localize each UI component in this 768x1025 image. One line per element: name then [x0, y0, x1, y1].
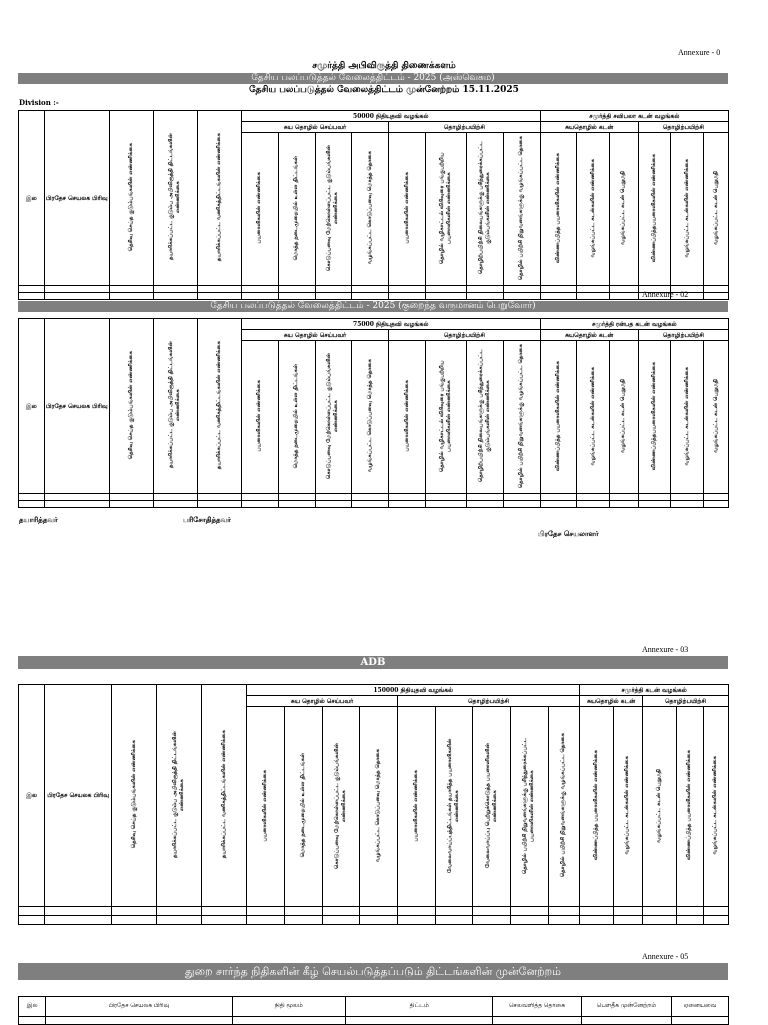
- table-row: [19, 907, 729, 916]
- header-col: தொழில் பயிற்சி நிறுவனங்களுக்கு வழங்கப்பட்ட தொகை: [560, 733, 567, 878]
- header-physical-progress: பௌதீக முன்னேற்றம்: [581, 997, 671, 1017]
- header-col: வழங்கப்பட்ட கடன் பெறுமதி: [712, 379, 719, 453]
- header-loan-employment: தொழிற்பயிற்சி: [638, 330, 728, 341]
- header-col: வழங்கப்பட்ட கடன்களின் எண்ணிக்கை: [683, 366, 690, 466]
- header-col: வழங்கப்பட்ட கடன்களின் எண்ணிக்கை: [589, 366, 596, 466]
- header-division: பிரதேச செயலக பிரிவு: [44, 319, 109, 494]
- header-col: வழங்கப்பட்ட கடன் பெறுமதி: [620, 379, 627, 453]
- divisional-secretary-label: பிரதேச செயலாளர்: [538, 529, 599, 538]
- annexure-05-table: [18, 996, 729, 1025]
- division-label: Division :-: [19, 98, 59, 107]
- header-col: பயனாளிகளின் எண்ணிக்கை: [256, 172, 263, 244]
- header-loan-self: சுயதொழில் கடன்: [580, 696, 643, 707]
- annexure-label: Annexure - 02: [642, 290, 689, 299]
- header-col: மொத்த நடைமுறையில் உள்ள திட்டங்கள்: [293, 363, 300, 469]
- checked-by-label: பரிசோதித்தவர்: [183, 515, 231, 524]
- header-loan-employment: தொழிற்பயிற்சி: [638, 122, 728, 133]
- header-no: இல: [19, 111, 45, 286]
- table-row: [19, 286, 729, 293]
- header-col: வழங்கப்பட்ட கடன்களின் எண்ணிக்கை: [712, 756, 719, 855]
- header-col: மொத்த நடைமுறையில் உள்ள திட்டங்கள்: [299, 753, 306, 858]
- header-col: கொடுப்பனவு மேற்கொள்ளப்பட்ட குடும்பங்களின் எண்ணிக்கை: [326, 353, 340, 479]
- header-loan-self: சுயதொழில் கடன்: [540, 330, 638, 341]
- header-col: வழங்கப்பட்ட கடன் பெறுமதி: [712, 171, 719, 245]
- header-col: வழங்கப்பட்ட கடன் பெறுமதி: [620, 171, 627, 245]
- header-loan: சமுர்த்தி ரன்பத கடன் வழங்கல்: [540, 319, 728, 330]
- header-self-employed: சுய தொழில் செய்பவர்: [241, 122, 388, 133]
- annexure-0-table: [18, 110, 729, 300]
- header-col: கொடுப்பனவு மேற்கொள்ளப்பட்ட குடும்பங்களின் எண்ணிக்கை: [326, 145, 340, 271]
- header-col: வழங்கப்பட்ட கடன்களின் எண்ணிக்கை: [589, 158, 596, 258]
- header-col: தயாரிக்கப்பட்ட குடும்ப அபிவிருத்தி திட்டங்களின் எண்ணிக்கை: [168, 341, 182, 469]
- header-self-employed: சுய தொழில் செய்பவர்: [241, 330, 388, 341]
- header-col: வேலைவாய்ப்புத்திட்டங்கள் தயாரித்த பயனாளிகளின் எண்ணிக்கை: [447, 738, 460, 873]
- header-col: தயாரிக்கப்பட்ட வணிகத்திட்டங்களின் எண்ணிக்கை: [215, 132, 222, 262]
- header-col: வேலைவாய்ப்பு பெற்றுக்கொடுத்த பயனாளிகளின் எண்ணிக்கை: [484, 743, 498, 868]
- header-others: ஏனையவை: [672, 997, 729, 1017]
- section-bar: ADB: [18, 656, 728, 669]
- header-col: பயனாளிகளின் எண்ணிக்கை: [256, 380, 263, 452]
- header-loan: சமுர்த்தி கடன் வழங்கல்: [580, 685, 729, 696]
- header-col: பயனாளிகளின் எண்ணிக்கை: [403, 172, 410, 244]
- header-division: பிரதேச செயலக பிரிவு: [45, 685, 112, 907]
- table-row: [19, 293, 729, 300]
- header-col: தொழில் வழிகாட்டல் விரிவுரை பங்குபற்றிய பயனாளிகளின் எண்ணிக்கை: [438, 360, 452, 472]
- annexure-label: Annexure - 03: [642, 645, 689, 654]
- table-row: [19, 494, 729, 501]
- header-no: இல: [19, 319, 45, 494]
- header-self-employed: சுய தொழில் செய்பவர்: [247, 696, 398, 707]
- header-col: வழங்கப்பட்ட கடன்களின் எண்ணிக்கை: [624, 756, 631, 855]
- header-col: தொழில் பயிற்சி நிறுவனங்களுக்கு வழங்கப்பட்ட தொகை: [518, 343, 525, 489]
- header-col: தொழிற்பயிற்சி நிலையங்களுக்கு பரிந்துரைக்கப்பட்ட குடும்பங்களின் எண்ணிக்கை: [477, 349, 491, 483]
- header-col: வழங்கப்பட்ட கொடுப்பனவு மொத்த தொகை: [375, 748, 382, 863]
- header-loan: சமுர்த்தி சவிபலா கடன் வழங்கல்: [540, 111, 728, 122]
- header-col: வழங்கப்பட்ட கடன் பெறுமதி: [655, 768, 662, 843]
- progress-subtitle: தேசிய பலப்படுத்தல் வேலைத்திட்டம் முன்னேற்றம் 15.11.2025: [249, 85, 519, 95]
- header-col: தயாரிக்கப்பட்ட வணிகத்திட்டங்களின் எண்ணிக்கை: [220, 730, 227, 859]
- header-grant: 150000 நிதியுதவி வழங்கல்: [247, 685, 580, 696]
- header-col: தொழில் பயிற்சி நிறுவனங்களுக்கு பரிந்துரைக்கப்பட்ட பயனாளிகளின் எண்ணிக்கை: [522, 737, 536, 874]
- header-division: பிரதேச செயலக பிரிவு: [46, 997, 232, 1017]
- header-loan-employment: தொழிற்பயிற்சி: [643, 696, 729, 707]
- table-row: [19, 916, 729, 925]
- header-no: இல: [19, 685, 45, 907]
- header-col: தெரிவு செய்த குடும்பங்களின் எண்ணிக்கை: [128, 142, 134, 252]
- header-grant: 50000 நிதியுதவி வழங்கல்: [241, 111, 540, 122]
- prepared-by-label: தயாரித்தவர்: [19, 515, 58, 524]
- header-col: பயனாளிகளின் எண்ணிக்கை: [403, 380, 410, 452]
- header-col: தொழில் பயிற்சி நிறுவனங்களுக்கு வழங்கப்பட்ட தொகை: [518, 135, 525, 281]
- header-col: பயனாளிகளின் எண்ணிக்கை: [262, 769, 269, 842]
- header-col: விண்ணப்பித்த பயனாளிகளின் எண்ணிக்கை: [555, 152, 562, 264]
- header-spent-amount: செலவளித்த தொகை: [493, 997, 581, 1017]
- header-col: விண்ணப்பித்த பயனாளிகளின் எண்ணிக்கை: [555, 360, 562, 472]
- header-col: தயாரிக்கப்பட்ட குடும்ப அபிவிருத்தி திட்டங்களின் எண்ணிக்கை: [172, 731, 186, 858]
- header-employment: தொழிற்பயிற்சி: [397, 696, 579, 707]
- department-title: சமுர்த்தி அபிவிருத்தி திணைக்களம்: [312, 61, 456, 71]
- header-col: தெரிவு செய்த குடும்பங்களின் எண்ணிக்கை: [128, 350, 134, 460]
- header-col: கொடுப்பனவு மேற்கொள்ளப்பட்ட குடும்பங்களின் எண்ணிக்கை: [333, 742, 347, 869]
- header-employment: தொழிற்பயிற்சி: [389, 122, 540, 133]
- header-col: வழங்கப்பட்ட கொடுப்பனவு மொத்த தொகை: [366, 359, 373, 473]
- header-col: விண்ணப்பித்த பயனாளிகளின் எண்ணிக்கை: [592, 750, 599, 861]
- header-col: விண்ணப்பித்தபயனாளிகளின் எண்ணிக்கை: [651, 361, 658, 471]
- header-col: தெரிவு செய்த குடும்பங்களின் எண்ணிக்கை: [130, 740, 137, 849]
- header-col: தொழிற்பயிற்சி நிலையங்களுக்கு பரிந்துரைக்கப்பட்ட குடும்பங்களின் எண்ணிக்கை: [477, 141, 491, 275]
- header-no: இல: [19, 997, 46, 1017]
- header-col: தொழில் வழிகாட்டல் விரிவுரை பங்குபற்றிய பயனாளிகளின் எண்ணிக்கை: [438, 152, 452, 264]
- header-col: தயாரிக்கப்பட்ட வணிகத்திட்டங்களின் எண்ணிக்கை: [215, 340, 222, 470]
- header-loan-self: சுயதொழில் கடன்: [540, 122, 638, 133]
- section-bar: தேசிய பலப்படுத்தல் வேலைத்திட்டம் - 2025 (அஸ்வெசும): [18, 73, 728, 84]
- header-grant: 75000 நிதியுதவி வழங்கல்: [241, 319, 540, 330]
- table-row: [19, 1017, 729, 1025]
- annexure-label: Annexure - 0: [678, 48, 721, 57]
- header-col: வழங்கப்பட்ட கொடுப்பனவு மொத்த தொகை: [366, 151, 373, 265]
- header-project: திட்டம்: [346, 997, 493, 1017]
- annexure-02-table: [18, 318, 729, 508]
- header-col: வழங்கப்பட்ட கடன்களின் எண்ணிக்கை: [683, 158, 690, 258]
- header-fund-source: நிதி மூலம்: [232, 997, 346, 1017]
- header-col: விண்ணப்பித்த பயனாளிகளின் எண்ணிக்கை: [686, 750, 693, 861]
- header-col: பயனாளிகளின் எண்ணிக்கை: [412, 769, 419, 842]
- annexure-03-table: [18, 684, 729, 925]
- header-employment: தொழிற்பயிற்சி: [389, 330, 540, 341]
- annexure-label: Annexure - 05: [642, 952, 689, 961]
- table-row: [19, 501, 729, 508]
- header-division: பிரதேச செயலக பிரிவு: [44, 111, 109, 286]
- section-bar: துறை சார்ந்த நிதிகளின் கீழ் செயல்படுத்தப்படும் திட்டங்களின் முன்னேற்றம்: [18, 963, 728, 980]
- section-bar: தேசிய பலப்படுத்தல் வேலைத்திட்டம் - 2025 (குறைந்த வருமானம் பெறுவோர்): [18, 301, 728, 312]
- header-col: தயாரிக்கப்பட்ட குடும்ப அபிவிருத்தி திட்டங்களின் எண்ணிக்கை: [168, 133, 182, 261]
- header-col: விண்ணப்பித்தபயனாளிகளின் எண்ணிக்கை: [651, 153, 658, 263]
- header-col: மொத்த நடைமுறையில் உள்ள திட்டங்கள்: [293, 155, 300, 261]
